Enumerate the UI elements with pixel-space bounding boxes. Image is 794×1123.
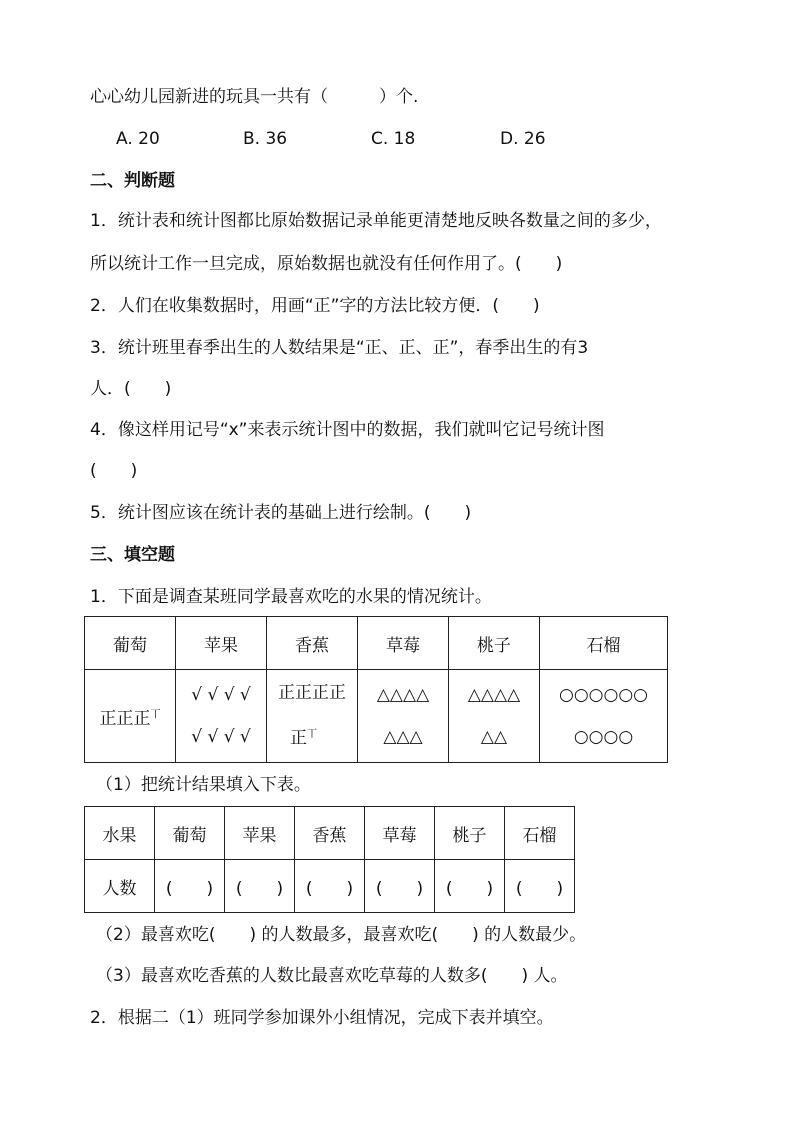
fruit-tally-table xyxy=(84,616,668,763)
tally-header-pomegranate: 石榴 xyxy=(540,617,668,670)
tally-header-grape: 葡萄 xyxy=(85,617,176,670)
fill-question-2: 2．根据二（1）班同学参加课外小组情况，完成下表并填空。 xyxy=(90,1008,554,1028)
judgement-item-5: 5．统计图应该在统计表的基础上进行绘制。( ) xyxy=(90,503,472,523)
tally-cell-grape xyxy=(85,670,176,763)
fill-header-fruit: 水果 xyxy=(85,807,155,860)
choice-a[interactable]: A. 20 xyxy=(116,129,160,149)
fill-header-apple: 苹果 xyxy=(225,807,295,860)
judgement-item-4a: 4．像这样用记号“x”来表示统计图中的数据，我们就叫它记号统计图 xyxy=(90,420,605,440)
fill-header-strawberry: 草莓 xyxy=(365,807,435,860)
tally-header-banana: 香蕉 xyxy=(267,617,358,670)
fill-header-banana: 香蕉 xyxy=(295,807,365,860)
tally-banana-line-2: 正 xyxy=(290,728,307,749)
fruit-count-table xyxy=(84,806,575,913)
tally-cell-banana xyxy=(267,670,358,763)
tally-pomegranate-line-1: ○○○○○○ xyxy=(558,685,648,705)
fill-blank-peach[interactable]: ( ) xyxy=(435,860,505,913)
tally-cell-apple xyxy=(176,670,267,763)
fill-header-peach: 桃子 xyxy=(435,807,505,860)
judgement-item-3a: 3．统计班里春季出生的人数结果是“正、正、正”，春季出生的有3 xyxy=(90,338,589,358)
tally-apple-line-1: √ √ √ √ xyxy=(191,685,251,705)
section-title-fill-blank: 三、填空题 xyxy=(90,545,175,565)
tally-header-apple: 苹果 xyxy=(176,617,267,670)
tally-cell-peach xyxy=(449,670,540,763)
tally-peach-line-2: △△ xyxy=(480,727,508,747)
fill-blank-strawberry[interactable]: ( ) xyxy=(365,860,435,913)
tally-banana-line-1: 正正正正 xyxy=(278,683,346,704)
tally-strawberry-line-2: △△△ xyxy=(383,727,423,747)
fill-row-label-count: 人数 xyxy=(85,860,155,913)
tally-grape-marks: 正正正 xyxy=(99,708,151,729)
tally-cell-pomegranate xyxy=(540,670,668,763)
fill-blank-apple[interactable]: ( ) xyxy=(225,860,295,913)
sub-question-1: （1）把统计结果填入下表。 xyxy=(96,775,311,795)
fill-header-grape: 葡萄 xyxy=(155,807,225,860)
fill-header-pomegranate: 石榴 xyxy=(505,807,575,860)
tally-peach-line-1: △△△△ xyxy=(467,685,521,705)
section-title-judgement: 二、判断题 xyxy=(90,171,175,191)
tally-header-strawberry: 草莓 xyxy=(358,617,449,670)
sub-question-3: （3）最喜欢吃香蕉的人数比最喜欢吃草莓的人数多( ) 人。 xyxy=(96,966,568,986)
judgement-item-1a: 1．统计表和统计图都比原始数据记录单能更清楚地反映各数量之间的多少， xyxy=(90,211,662,231)
choice-b[interactable]: B. 36 xyxy=(243,129,288,149)
tally-header-peach: 桃子 xyxy=(449,617,540,670)
tally-grape-partial: 丅 xyxy=(150,708,161,720)
fill-question-1: 1．下面是调查某班同学最喜欢吃的水果的情况统计。 xyxy=(90,587,492,607)
tally-banana-partial: 丅 xyxy=(307,729,317,741)
judgement-item-2: 2．人们在收集数据时，用画“正”字的方法比较方便．( ) xyxy=(90,296,540,316)
choice-d[interactable]: D. 26 xyxy=(500,129,546,149)
tally-pomegranate-line-2: ○○○○ xyxy=(573,727,634,747)
fill-blank-banana[interactable]: ( ) xyxy=(295,860,365,913)
judgement-item-3b: 人．( ) xyxy=(90,379,172,399)
judgement-item-1b: 所以统计工作一旦完成，原始数据也就没有任何作用了。( ) xyxy=(90,254,563,274)
judgement-item-4b: ( ) xyxy=(90,461,138,481)
tally-banana-line-2-wrap xyxy=(267,714,357,760)
sub-question-2: （2）最喜欢吃( ) 的人数最多，最喜欢吃( ) 的人数最少。 xyxy=(96,925,587,945)
fill-blank-pomegranate[interactable]: ( ) xyxy=(505,860,575,913)
fill-blank-grape[interactable]: ( ) xyxy=(155,860,225,913)
tally-strawberry-line-1: △△△△ xyxy=(376,685,430,705)
tally-cell-strawberry xyxy=(358,670,449,763)
choice-c[interactable]: C. 18 xyxy=(371,129,416,149)
tally-apple-line-2: √ √ √ √ xyxy=(191,727,251,747)
multiple-choice-question: 心心幼儿园新进的玩具一共有（ ）个. xyxy=(90,87,419,107)
